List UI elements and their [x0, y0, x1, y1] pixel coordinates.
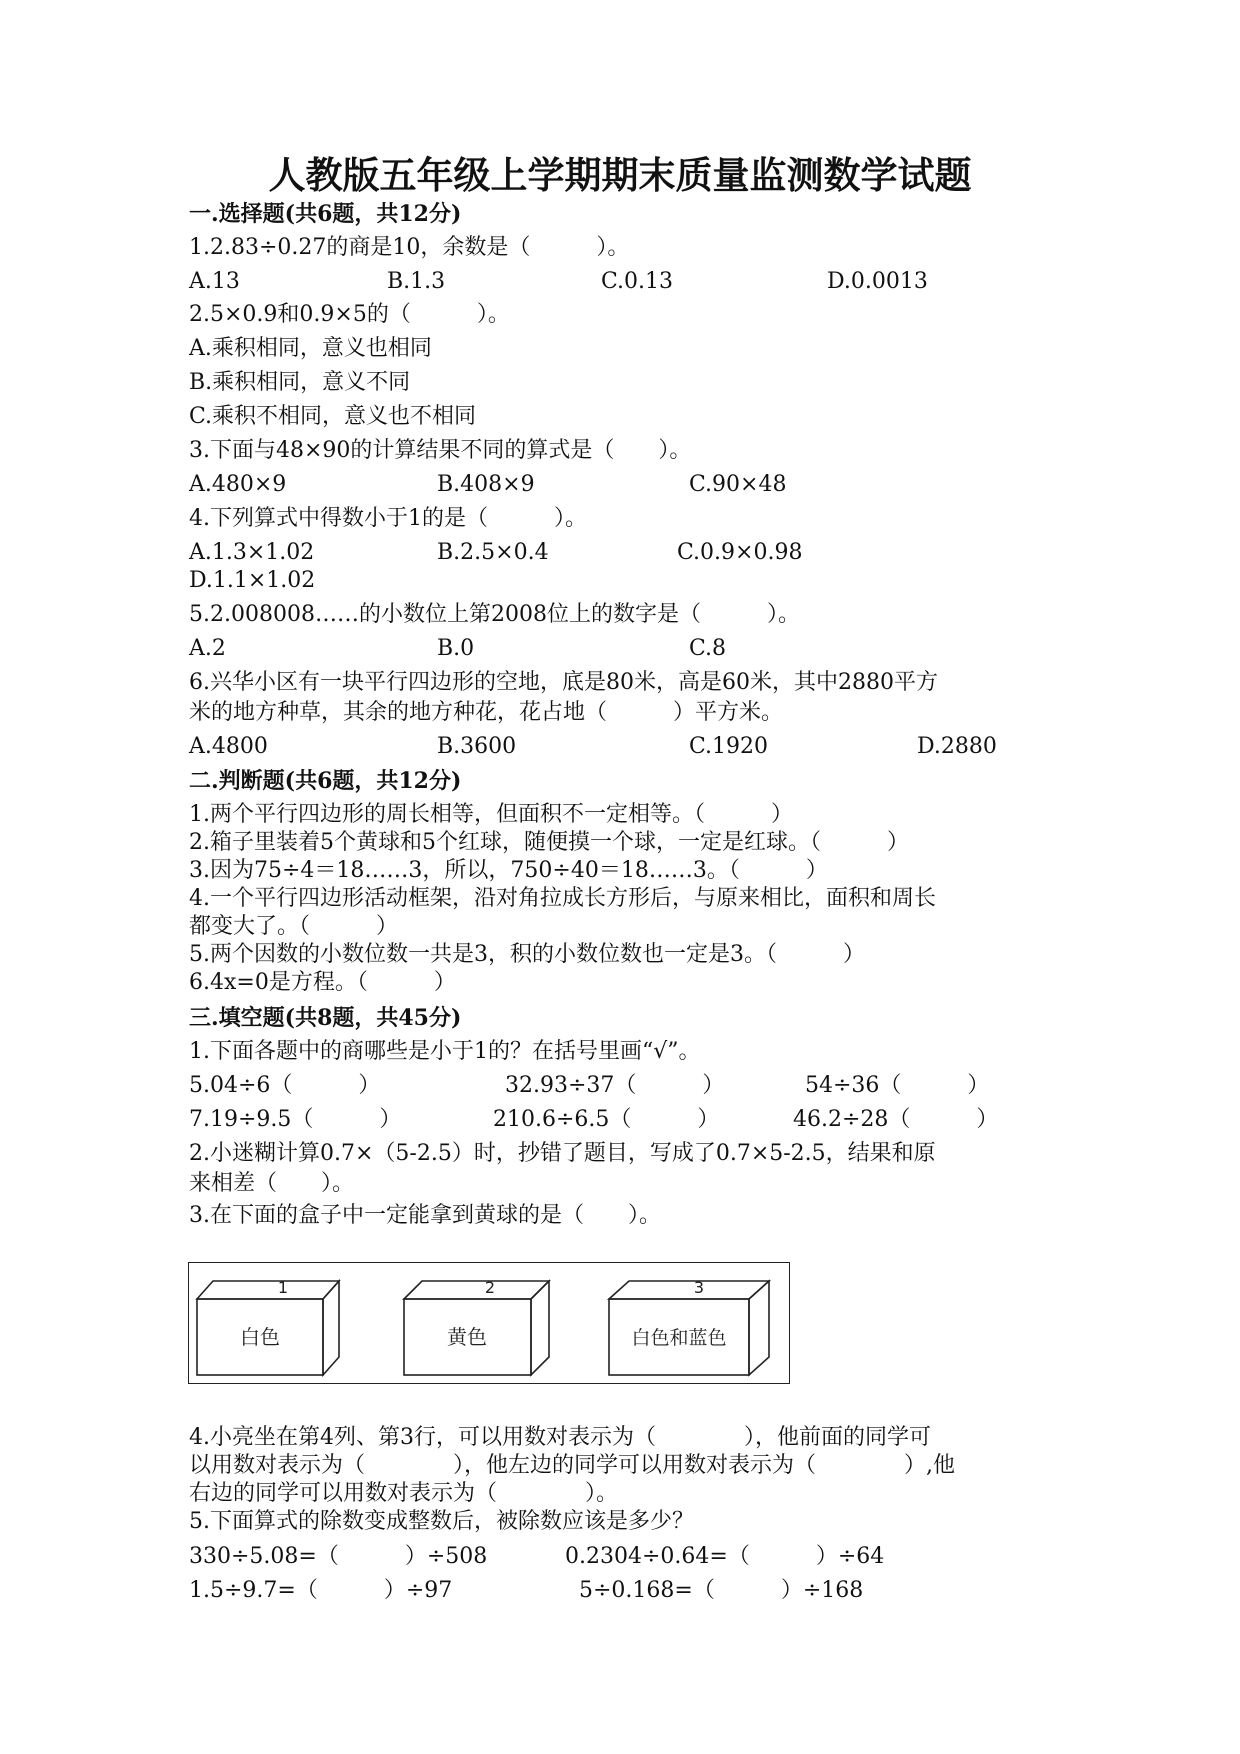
option-a: A.480×9: [189, 472, 287, 497]
section-heading-judgement: 二.判断题(共6题，共12分): [189, 768, 462, 794]
question-text: 右边的同学可以用数对表示为（ ）。: [189, 1481, 619, 1506]
question-text: 6.4x=0是方程。（ ）: [189, 970, 456, 995]
question-text: 米的地方种草，其余的地方种花，花占地（ ）平方米。: [189, 700, 784, 725]
section-heading-fill: 三.填空题(共8题，共45分): [189, 1005, 462, 1031]
question-text: 2.5×0.9和0.9×5的（ ）。: [189, 302, 510, 327]
option-c: C.8: [689, 636, 727, 661]
box-1-label: 白色: [240, 1325, 280, 1349]
question-text: 以用数对表示为（ ），他左边的同学可以用数对表示为（ ）,他: [189, 1453, 955, 1478]
question-text: 来相差（ ）。: [189, 1171, 355, 1196]
box-3-label: 白色和蓝色: [631, 1327, 727, 1349]
option-c: C.90×48: [689, 472, 787, 497]
option-d: D.0.0013: [827, 269, 928, 294]
question-text: 1.下面各题中的商哪些是小于1的？在括号里画“√”。: [189, 1039, 701, 1064]
box-3-number: 3: [693, 1278, 705, 1297]
question-text: 都变大了。（ ）: [189, 914, 399, 939]
option-b: B.1.3: [387, 269, 446, 294]
option-a: A.13: [189, 269, 240, 294]
option-c: C.0.9×0.98: [677, 540, 803, 565]
question-text: 5.两个因数的小数位数一共是3，积的小数位数也一定是3。（ ）: [189, 942, 865, 967]
expression: 46.2÷28（ ）: [793, 1107, 999, 1132]
question-text: 1.两个平行四边形的周长相等，但面积不一定相等。（ ）: [189, 802, 793, 827]
expression: 210.6÷6.5（ ）: [493, 1107, 720, 1132]
question-text: 6.兴华小区有一块平行四边形的空地，底是80米，高是60米，其中2880平方: [189, 670, 938, 695]
expression: 1.5÷9.7=（ ）÷97: [189, 1578, 453, 1603]
question-text: 2.箱子里装着5个黄球和5个红球，随便摸一个球，一定是红球。（ ）: [189, 830, 909, 855]
box-2-side: [531, 1281, 549, 1375]
box-2-label: 黄色: [447, 1325, 487, 1349]
option-b: B.408×9: [437, 472, 535, 497]
expression: 5÷0.168=（ ）÷168: [579, 1578, 864, 1603]
option-b: B.3600: [437, 734, 517, 759]
question-text: 5.2.008008……的小数位上第2008位上的数字是（ ）。: [189, 602, 800, 627]
option-b: B.0: [437, 636, 475, 661]
page-title: 人教版五年级上学期期末质量监测数学试题: [268, 153, 972, 197]
question-text: 4.小亮坐在第4列、第3行，可以用数对表示为（ ），他前面的同学可: [189, 1425, 931, 1450]
box-1-number: 1: [277, 1278, 289, 1297]
box-1-side: [323, 1281, 339, 1375]
expression: 5.04÷6（ ）: [189, 1073, 381, 1098]
question-text: 3.下面与48×90的计算结果不同的算式是（ ）。: [189, 438, 692, 463]
box-3-top: [609, 1281, 769, 1299]
box-3-side: [749, 1281, 769, 1375]
expression: 7.19÷9.5（ ）: [189, 1107, 402, 1132]
expression: 330÷5.08=（ ）÷508: [189, 1544, 488, 1569]
option-b: B.乘积相同，意义不同: [189, 370, 411, 395]
question-text: 3.在下面的盒子中一定能拿到黄球的是（ ）。: [189, 1203, 661, 1228]
question-text: 1.2.83÷0.27的商是10，余数是（ ）。: [189, 235, 630, 260]
option-c: C.0.13: [601, 269, 674, 294]
expression: 32.93÷37（ ）: [505, 1073, 725, 1098]
box-1-top: [197, 1281, 339, 1299]
box-2-number: 2: [484, 1278, 496, 1297]
option-a: A.2: [189, 636, 226, 661]
question-text: 4.下列算式中得数小于1的是（ ）。: [189, 506, 587, 531]
question-text: 5.下面算式的除数变成整数后，被除数应该是多少？: [189, 1509, 694, 1534]
option-b: B.2.5×0.4: [437, 540, 549, 565]
boxes-figure: [188, 1262, 790, 1384]
option-d: D.1.1×1.02: [189, 568, 316, 593]
question-text: 3.因为75÷4＝18……3，所以，750÷40＝18……3。（ ）: [189, 858, 828, 883]
box-2-top: [404, 1281, 549, 1299]
question-text: 2.小迷糊计算0.7×（5-2.5）时，抄错了题目，写成了0.7×5-2.5，结果和原: [189, 1141, 936, 1166]
question-text: 4.一个平行四边形活动框架，沿对角拉成长方形后，与原来相比，面积和周长: [189, 886, 936, 911]
option-d: D.2880: [917, 734, 997, 759]
section-heading-choice: 一.选择题(共6题，共12分): [189, 201, 462, 227]
option-a: A.4800: [189, 734, 268, 759]
expression: 54÷36（ ）: [805, 1073, 990, 1098]
option-c: C.1920: [689, 734, 769, 759]
option-a: A.乘积相同，意义也相同: [189, 336, 432, 361]
option-a: A.1.3×1.02: [189, 540, 315, 565]
expression: 0.2304÷0.64=（ ）÷64: [565, 1544, 885, 1569]
option-c: C.乘积不相同，意义也不相同: [189, 404, 477, 429]
